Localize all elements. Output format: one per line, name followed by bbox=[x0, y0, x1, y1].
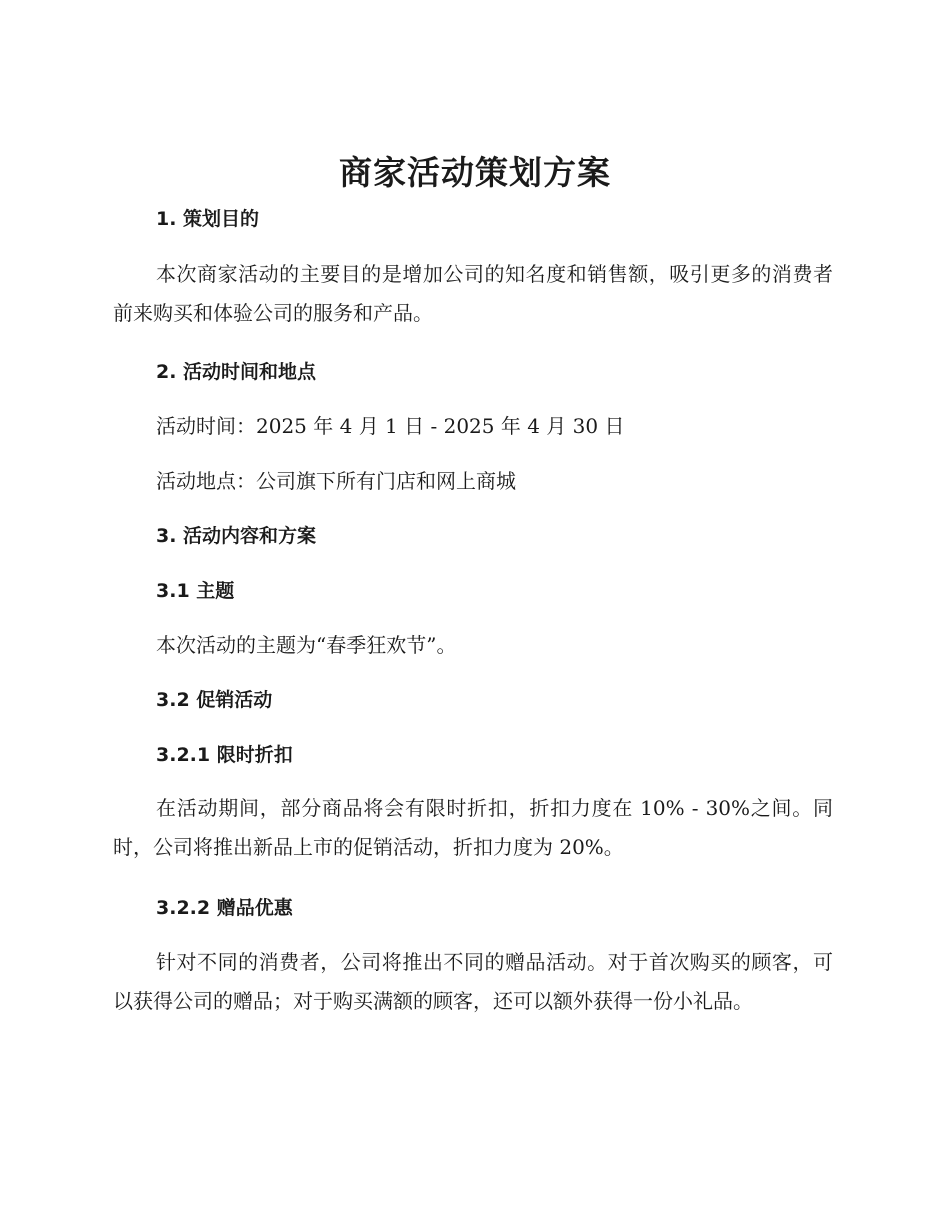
activity-time: 活动时间：2025 年 4 月 1 日 - 2025 年 4 月 30 日 bbox=[156, 414, 625, 438]
heading-gift-offer: 3.2.2 赠品优惠 bbox=[156, 897, 293, 919]
activity-place: 活动地点：公司旗下所有门店和网上商城 bbox=[156, 469, 516, 493]
page-title: 商家活动策划方案 bbox=[339, 153, 611, 192]
heading-purpose: 1. 策划目的 bbox=[156, 208, 260, 230]
paragraph-gift-offer: 针对不同的消费者，公司将推出不同的赠品活动。对于首次购买的顾客，可以获得公司的赠品；对于购买满额的顾客，还可以额外获得一份小礼品。 bbox=[113, 950, 833, 1013]
paragraph-time-discount: 在活动期间，部分商品将会有限时折扣，折扣力度在 10% - 30%之间。同时，公司将推出新品上市的促销活动，折扣力度为 20%。 bbox=[113, 796, 833, 859]
heading-time-place: 2. 活动时间和地点 bbox=[156, 361, 317, 383]
heading-content: 3. 活动内容和方案 bbox=[156, 525, 317, 547]
heading-promotion: 3.2 促销活动 bbox=[156, 689, 273, 711]
paragraph-theme: 本次活动的主题为“春季狂欢节”。 bbox=[156, 633, 457, 657]
paragraph-purpose: 本次商家活动的主要目的是增加公司的知名度和销售额，吸引更多的消费者前来购买和体验公司的服务和产品。 bbox=[113, 262, 833, 325]
heading-theme: 3.1 主题 bbox=[156, 580, 235, 602]
heading-time-discount: 3.2.1 限时折扣 bbox=[156, 744, 293, 766]
